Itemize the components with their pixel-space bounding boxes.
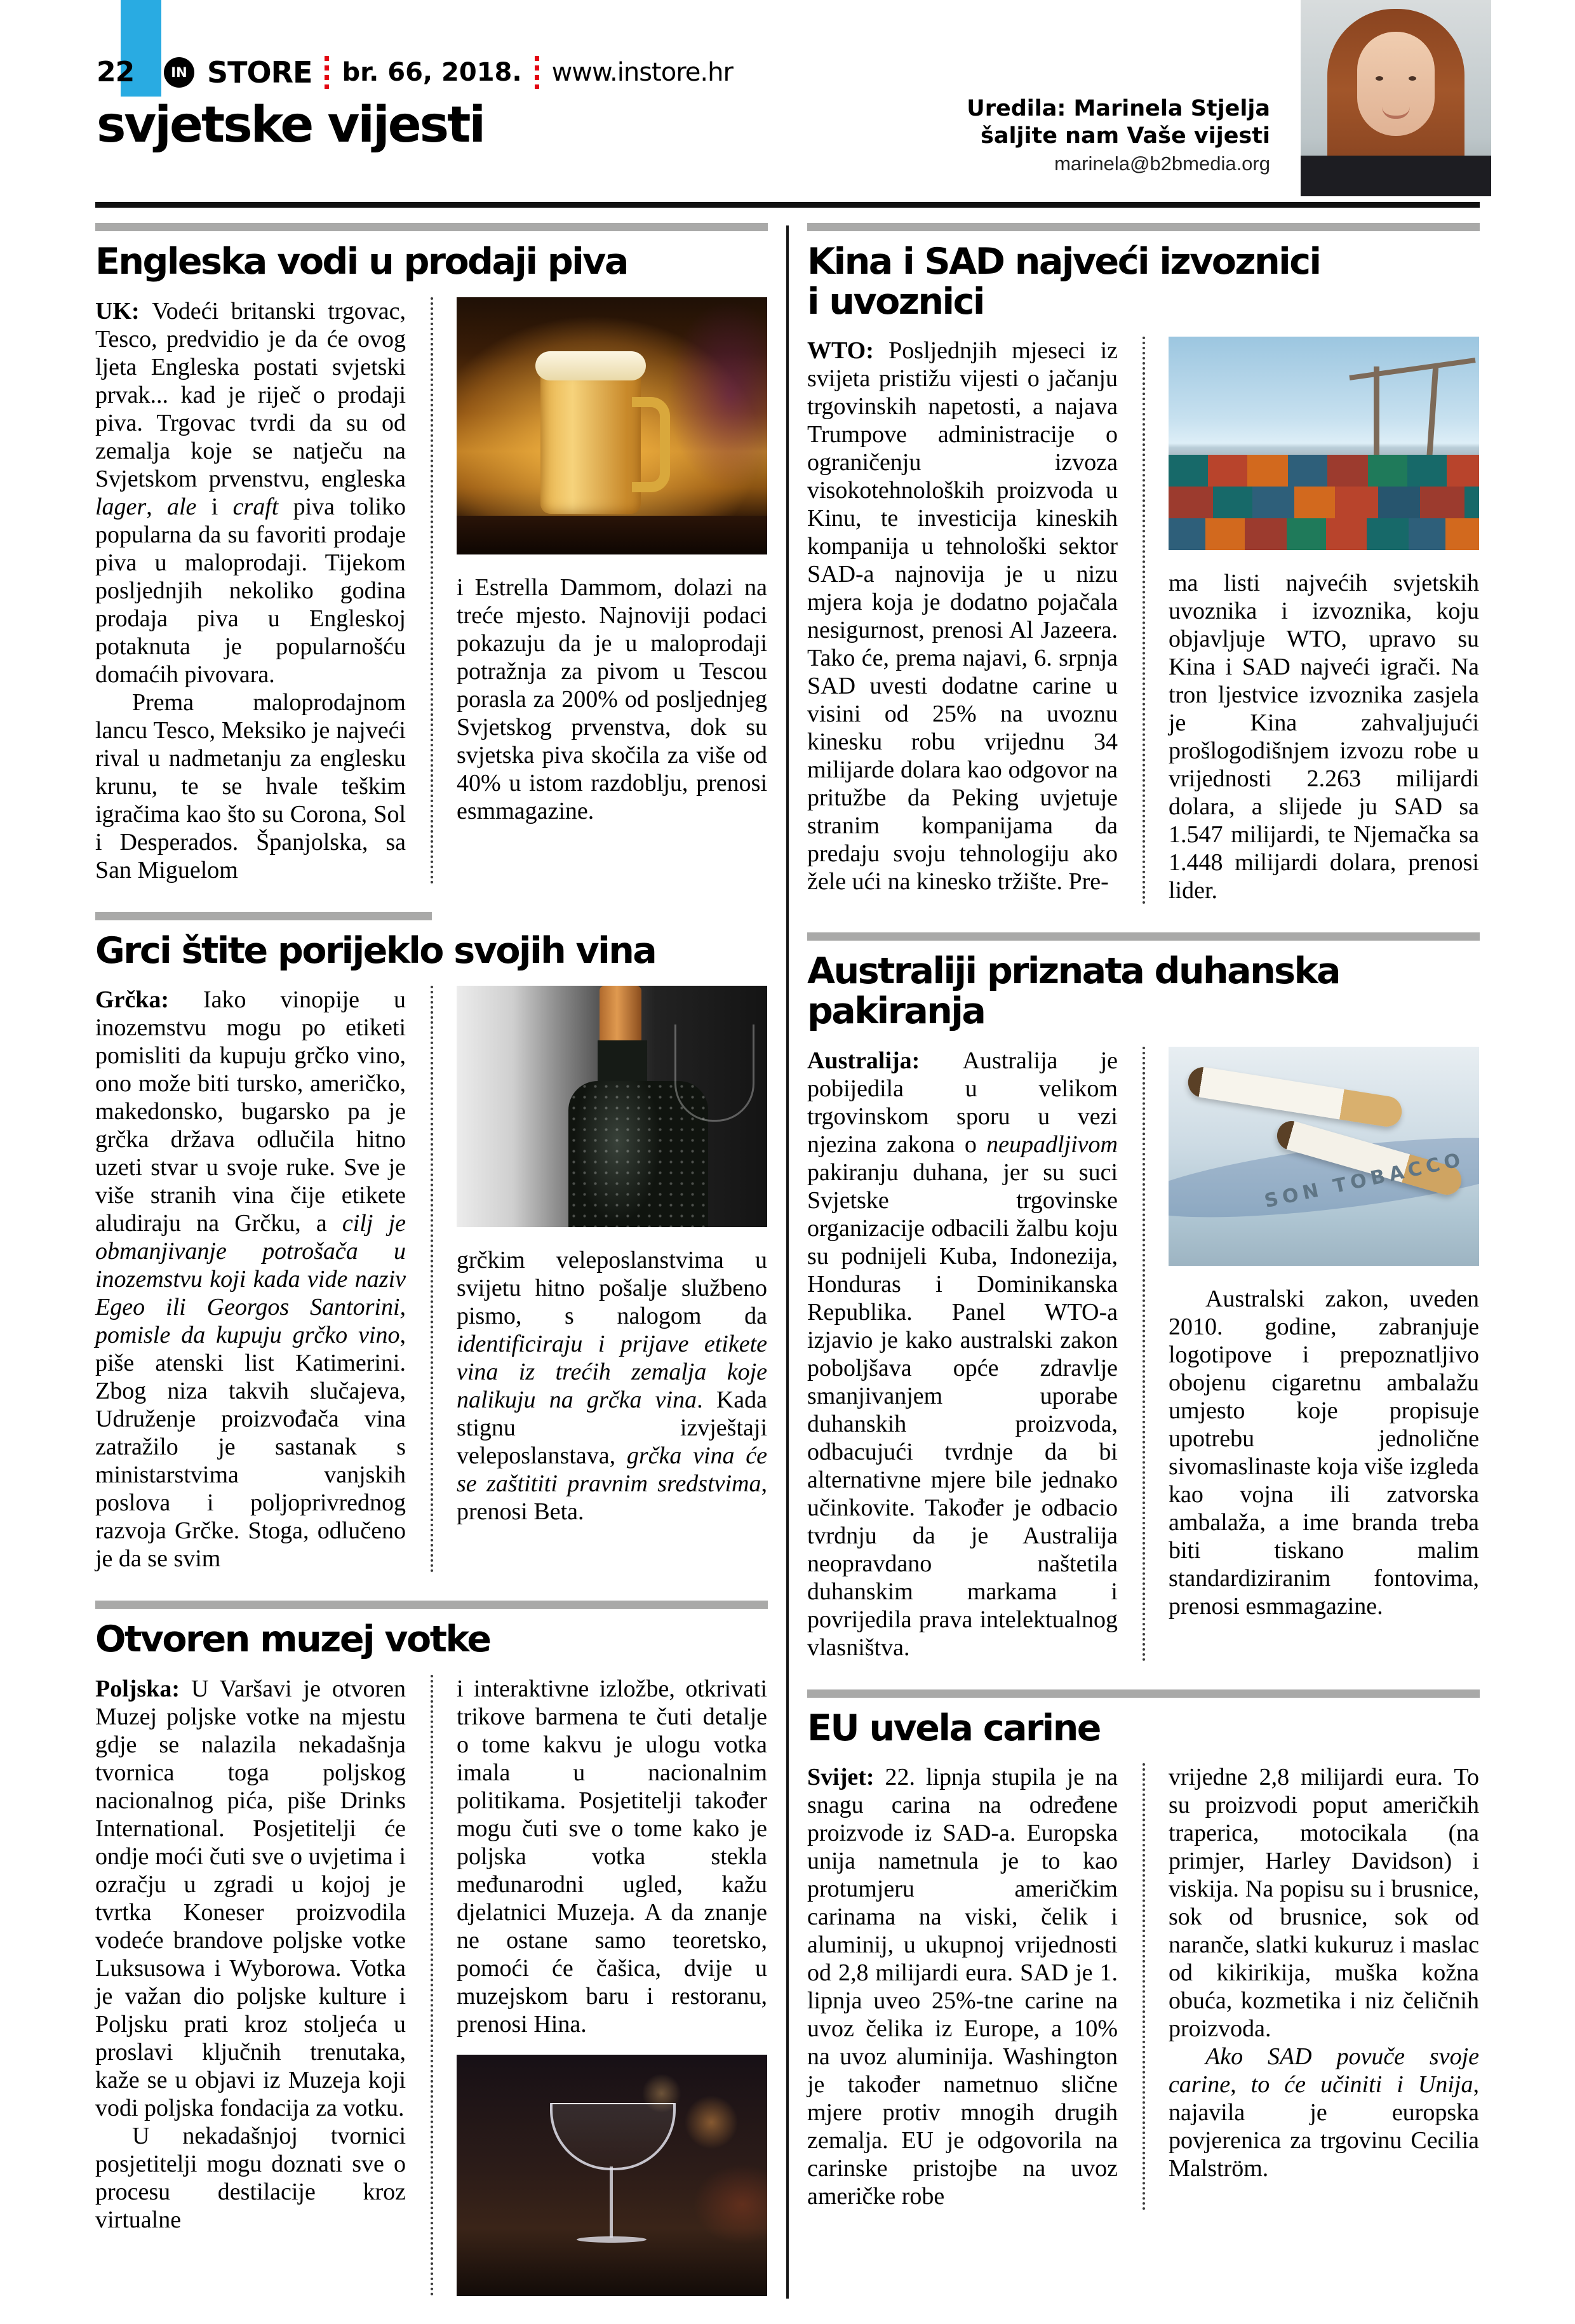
- articles-grid: [95, 223, 1480, 2324]
- center-divider: [786, 225, 789, 2299]
- coupe-glass-stem-shape: [610, 2166, 613, 2238]
- column: [807, 337, 1118, 904]
- section-title: svjetske vijesti: [97, 97, 485, 154]
- crane-shape: [1349, 358, 1475, 381]
- editor-photo: [1301, 0, 1491, 196]
- page-number: 22: [97, 56, 135, 88]
- article-title: EU uvela carine: [807, 1707, 1100, 1749]
- vodka-bar-photo: [457, 2055, 767, 2296]
- coupe-glass-foot-shape: [577, 2236, 647, 2243]
- editor-cta: šaljite nam Vaše vijesti: [981, 123, 1270, 149]
- paragraph: grčkim veleposlanstvima u svijetu hitno pošalje službeno pismo, s nalogom da identificiraju i prijave etikete vina iz trećih zemalja koje nalikuju na grčka vina. Kada stignu izvještaji veleposlanstava, grčka vina će se zaštititi pravnim sredstvima, prenosi Beta.: [457, 1247, 767, 1526]
- article-title: Engleska vodi u prodaji piva: [95, 241, 627, 283]
- article-rule: [95, 912, 432, 920]
- column: [95, 297, 406, 884]
- red-dotted-separator-icon: [325, 56, 329, 89]
- article-title: Australiji priznata duhanska pakiranja: [807, 950, 1339, 1033]
- paragraph: Prema maloprodajnom lancu Tesco, Meksiko je najveći rival u nadmetanju za englesku krunu, te se hvale teškim igračima kao što su Corona, Sol i Desperados. Španjolska, sa San Miguelom: [95, 688, 406, 883]
- column: [1143, 1763, 1479, 2210]
- page-header: [95, 0, 1480, 208]
- instore-logo: [164, 56, 733, 89]
- paragraph: Australija: Australija je pobijedila u velikom trgovinskom sporu u vezi njezina zakona o neupadljivom pakiranju duhana, jer su suci Svjetske trgovinske organizacije odbacili žalbu koju su podnijeli Kuba, Indonezija, Honduras i Dominikanska Republika. Panel WTO-a izjavio je kako australski zakon poboljšava opće zdravlje smanjivanjem uporabe duhanskih proizvoda, odbacujući tvrdnje da bi alternativne mjere bile jednako učinkovite. Također je odbacio tvrdnju da je Australija neopravdano naštetila duhanskim markama i povrijedila prava intelektualnog vlasništva.: [807, 1047, 1118, 1661]
- paragraph: Ako SAD povuče svoje carine, to će učiniti i Unija, najavila je europska povjerenica za trgovinu Cecilia Malström.: [1169, 2043, 1479, 2182]
- container-port-photo: [1169, 337, 1479, 550]
- paragraph: UK: Vodeći britanski trgovac, Tesco, predvidio je da će ovog ljeta Engleska postati svjetski prvak... kad je riječ o prodaji piva. Trgovac tvrdi da su od zemalja koje se natječu na Svjetskom prvenstvu, engleska lager, ale i craft piva toliko popularna da su favoriti prodaje piva u maloprodaji. Tijekom posljednjih nekoliko godina prodaja piva u Engleskoj potaknuta je popularnošću domaćih pivovara.: [95, 297, 406, 688]
- website-url: www.instore.hr: [551, 58, 733, 87]
- portrait-shoulders: [1301, 156, 1491, 196]
- beer-bar-photo: [457, 297, 767, 554]
- column: [431, 1675, 767, 2296]
- right-half: [807, 223, 1480, 2324]
- portrait-eye: [1409, 76, 1416, 81]
- wine-glass-shape: [674, 1024, 754, 1122]
- column: [431, 986, 767, 1573]
- portrait-eye: [1376, 76, 1383, 81]
- column: [95, 1675, 406, 2296]
- article-tobacco-packaging: [807, 932, 1480, 1661]
- paragraph: Grčka: Iako vinopije u inozemstvu mogu po etiketi pomisliti da kupuju grčko vino, ono može biti tursko, američko, makedonsko, bugarsko pa je grčka država odlučila hitno uzeti stvar u svoje ruke. Sve je više stranih vina čije etikete aludiraju na Grčku, a cilj je obmanjivanje potrošača u inozemstvu koji kada vide naziv Egeo ili Georgos Santorini, pomisle da kupuju grčko vino, piše atenski list Katimerini. Zbog niza takvih slučajeva, Udruženje proizvođača vina zatražilo je sastanak s ministarstvima vanjskih poslova i poljoprivrednog razvoja Grčke. Stoga, odlučeno je da se svim: [95, 986, 406, 1573]
- paragraph: vrijedne 2,8 milijardi eura. To su proizvodi poput američkih traperica, motocikala (na primjer, Harley Davidson) i viskija. Na popisu su i brusnice, sok od brusnice, sok od naranče, slatki kukuruz i maslac od kikirikija, muška kožna obuća, kozmetika i niz čeličnih proizvoda.: [1169, 1764, 1479, 2043]
- beer-mug-shape: [540, 369, 641, 514]
- container-stack-shape: [1169, 518, 1479, 550]
- beer-handle-shape: [632, 397, 670, 492]
- bottle-cap-shape: [600, 986, 641, 1042]
- left-half: [95, 223, 768, 2324]
- paragraph: Australski zakon, uveden 2010. godine, zabranjuje logotipove i prepoznatljivo obojenu cigaretnu ambalažu umjesto koje propisuje upotrebu jednolične sivomaslinaste koja više izgleda kao vojna ili zatvorska ambalaža, a ime branda treba biti tiskano malim standardiziranim fontovima, prenosi esmmagazine.: [1169, 1285, 1479, 1620]
- article-title: Kina i SAD najveći izvoznici i uvoznici: [807, 241, 1320, 323]
- paragraph: Svijet: 22. lipnja stupila je na snagu carina na određene proizvode iz SAD-a. Europska unija nametnula je to kao protumjeru američkim carinama na viski, čelik i aluminij, u ukupnoj vrijednosti od 2,8 milijardi eura. SAD je 1. lipnja uveo 25%-tne carine na uvoz čelika iz Europe, a 10% na uvoz aluminija. Washington je također nametnuo slične mjere protiv mnogih drugih zemalja. EU je odgovorila na carinske pristojbe na uvoz američke robe: [807, 1764, 1118, 2210]
- column: [431, 297, 767, 884]
- editor-email: marinela@b2bmedia.org: [1054, 152, 1270, 175]
- article-greek-wine: [95, 912, 768, 1573]
- cigarettes-photo: [1169, 1047, 1479, 1266]
- column: [807, 1047, 1118, 1662]
- paragraph: ma listi najvećih svjetskih uvoznika i izvoznika, koju objavljuje WTO, upravo su Kina i SAD najveći igrači. Na tron ljestvice izvoznika zasjela je Kina zahvaljujući prošlogodišnjem izvozu robe u vrijednosti 2.263 milijardi dolara, a slijede ju SAD sa 1.547 milijardi, te Njemačka sa 1.448 milijardi dolara, prenosi lider.: [1169, 570, 1479, 904]
- column: [95, 986, 406, 1573]
- paragraph: i Estrella Dammom, dolazi na treće mjesto. Najnoviji podaci pokazuju da je u maloprodaji potražnja za pivom u Tescou porasla za 200% od posljednjeg Svjetskog prvenstva, dok su svjetska piva skočila za više od 40% u istom razdoblju, prenosi esmmagazine.: [457, 574, 767, 824]
- paragraph: U nekadašnjoj tvornici posjetitelji mogu doznati sve o procesu destilacije kroz virtualne: [95, 2123, 406, 2234]
- column: [1143, 1047, 1479, 1662]
- paragraph: i interaktivne izložbe, otkrivati trikove barmena te čuti detalje o tome kakvu je ulogu votka imala u nacionalnim politikama. Posjetitelji također mogu čuti sve o tome kako je poljska votka stekla međunarodni ugled, kažu djelatnici Muzeja. A da znanje ne ostane samo teoretsko, pomoći će čašica, dvije u muzejskom baru i restoranu, prenosi Hina.: [457, 1676, 767, 2038]
- article-vodka-museum: [95, 1601, 768, 2296]
- beer-foam-shape: [535, 351, 646, 380]
- column: [807, 1763, 1118, 2210]
- article-title: Otvoren muzej votke: [95, 1618, 490, 1661]
- logo-in-circle-icon: IN: [164, 57, 194, 88]
- red-dotted-separator-icon: [535, 56, 539, 89]
- crane-shape: [1374, 366, 1379, 462]
- wine-bottle-photo: [457, 986, 767, 1227]
- tobacco-stamp-text: SON TOBACCO: [1263, 1148, 1467, 1212]
- article-rule: [807, 223, 1480, 231]
- article-beer-sales: [95, 223, 768, 884]
- bottle-neck-shape: [598, 1040, 647, 1082]
- cigarette-shape: [1186, 1065, 1404, 1129]
- coupe-glass-bowl-shape: [550, 2103, 676, 2170]
- paragraph: WTO: Posljednjih mjeseci iz svijeta pristižu vijesti o jačanju trgovinskih napetosti, a najava Trumpove administracije o ograničenju izvoza visokotehnoloških proizvoda u Kinu, te investicija kineskih kompanija u tehnološki sektor SAD-a najnovija je u nizu mjera koja je dodatno pojačala nesigurnost, prenosi Al Jazeera. Tako će, prema najavi, 6. srpnja SAD uvesti dodatne carine u visini od 25% na uvoznu kinesku robu vrijednu 34 milijarde dolara kao odgovor na pritužbe da Peking uvjetuje stranim kompanijama da predaju svoju tehnologiju ako žele ući na kinesko tržište. Pre-: [807, 337, 1118, 896]
- portrait-face: [1357, 32, 1435, 136]
- article-rule: [95, 1601, 768, 1609]
- editor-credit-block: [967, 95, 1270, 179]
- container-stack-shape: [1169, 487, 1479, 518]
- article-rule: [807, 932, 1480, 941]
- editor-credit: Uredila: Marinela Stjelja: [967, 96, 1270, 121]
- logo-store-text: STORE: [207, 55, 312, 90]
- container-stack-shape: [1169, 455, 1479, 487]
- crane-shape: [1426, 366, 1438, 462]
- article-rule: [807, 1689, 1480, 1698]
- article-eu-tariffs: [807, 1689, 1480, 2211]
- article-china-usa-trade: [807, 223, 1480, 904]
- article-title: Grci štite porijeklo svojih vina: [95, 929, 656, 972]
- article-rule: [95, 223, 768, 231]
- bar-counter-shape: [457, 516, 767, 554]
- issue-number: br. 66, 2018.: [342, 58, 522, 87]
- column: [1143, 337, 1479, 904]
- paragraph: Poljska: U Varšavi je otvoren Muzej poljske votke na mjestu gdje se nalazila nekadašnja tvornica toga poljskog nacionalnog pića, piše Drinks International. Posjetitelji će ondje moći čuti sve o uvjetima i ozračju u zgradi u kojoj je tvrtka Koneser proizvodila vodeće brandove poljske votke Luksusowa i Wyborowa. Votka je važan dio poljske kulture i Poljsku prati kroz stoljeća u proslavi ključnih trenutaka, kaže se u objavi iz Muzeja koji vodi poljska fondacija za votku.: [95, 1676, 406, 2122]
